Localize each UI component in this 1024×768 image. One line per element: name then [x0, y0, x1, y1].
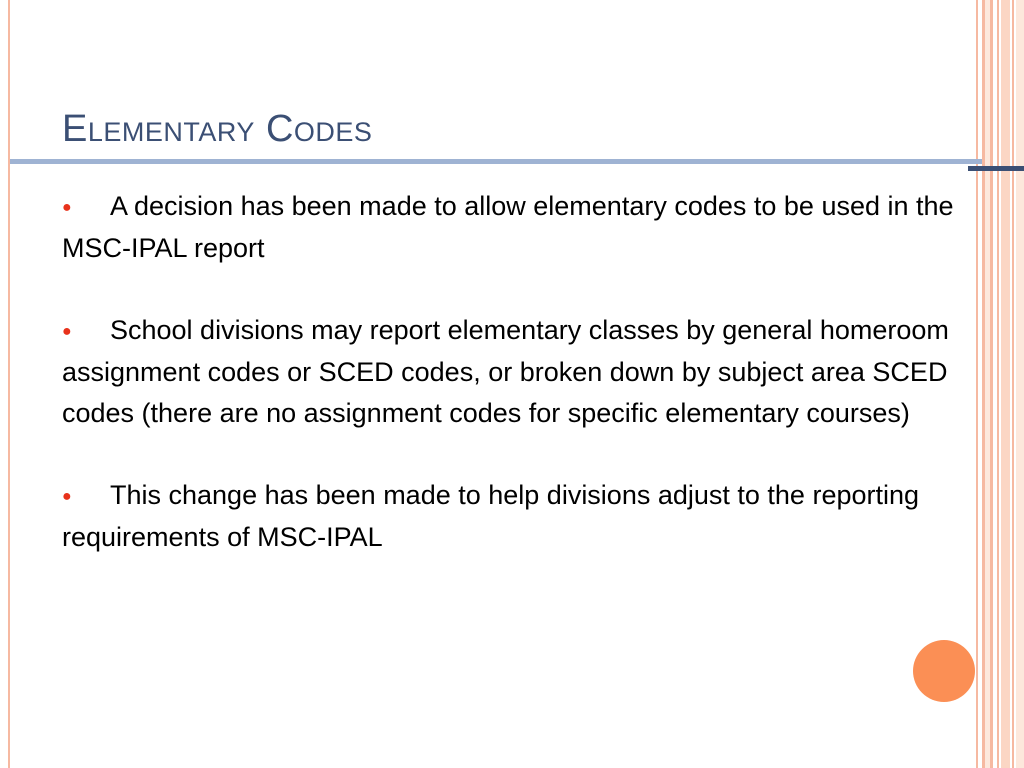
right-border-stripe	[990, 0, 993, 768]
bullet-dot-icon: ●	[62, 488, 72, 505]
title-underline	[10, 159, 982, 164]
decorative-orange-circle	[913, 640, 975, 702]
right-border-stripe	[1001, 0, 1010, 768]
bullet-text: School divisions may report elementary classes by general homeroom assignment codes or SCED codes, or broken down by subject area SCED codes (there are no assignment codes for specific elementary courses)	[62, 315, 949, 428]
bullet-dot-icon: ●	[62, 323, 72, 340]
bullet-item	[62, 475, 967, 558]
bullet-text: This change has been made to help divisions adjust to the reporting requirements of MSC-IPAL	[62, 480, 920, 552]
right-border-stripe	[1012, 0, 1014, 768]
right-border-stripe	[997, 0, 999, 768]
bullet-list	[62, 186, 967, 558]
slide-title: Elementary Codes	[62, 108, 373, 150]
bullet-dot-icon: ●	[62, 199, 72, 216]
left-border-line	[8, 0, 10, 768]
bullet-text: A decision has been made to allow elementary codes to be used in the MSC-IPAL report	[62, 191, 954, 263]
bullet-item	[62, 310, 967, 434]
right-border-stripe	[1016, 0, 1024, 768]
title-underline-accent	[968, 166, 1024, 171]
right-border-stripe	[976, 0, 978, 768]
bullet-item	[62, 186, 967, 269]
